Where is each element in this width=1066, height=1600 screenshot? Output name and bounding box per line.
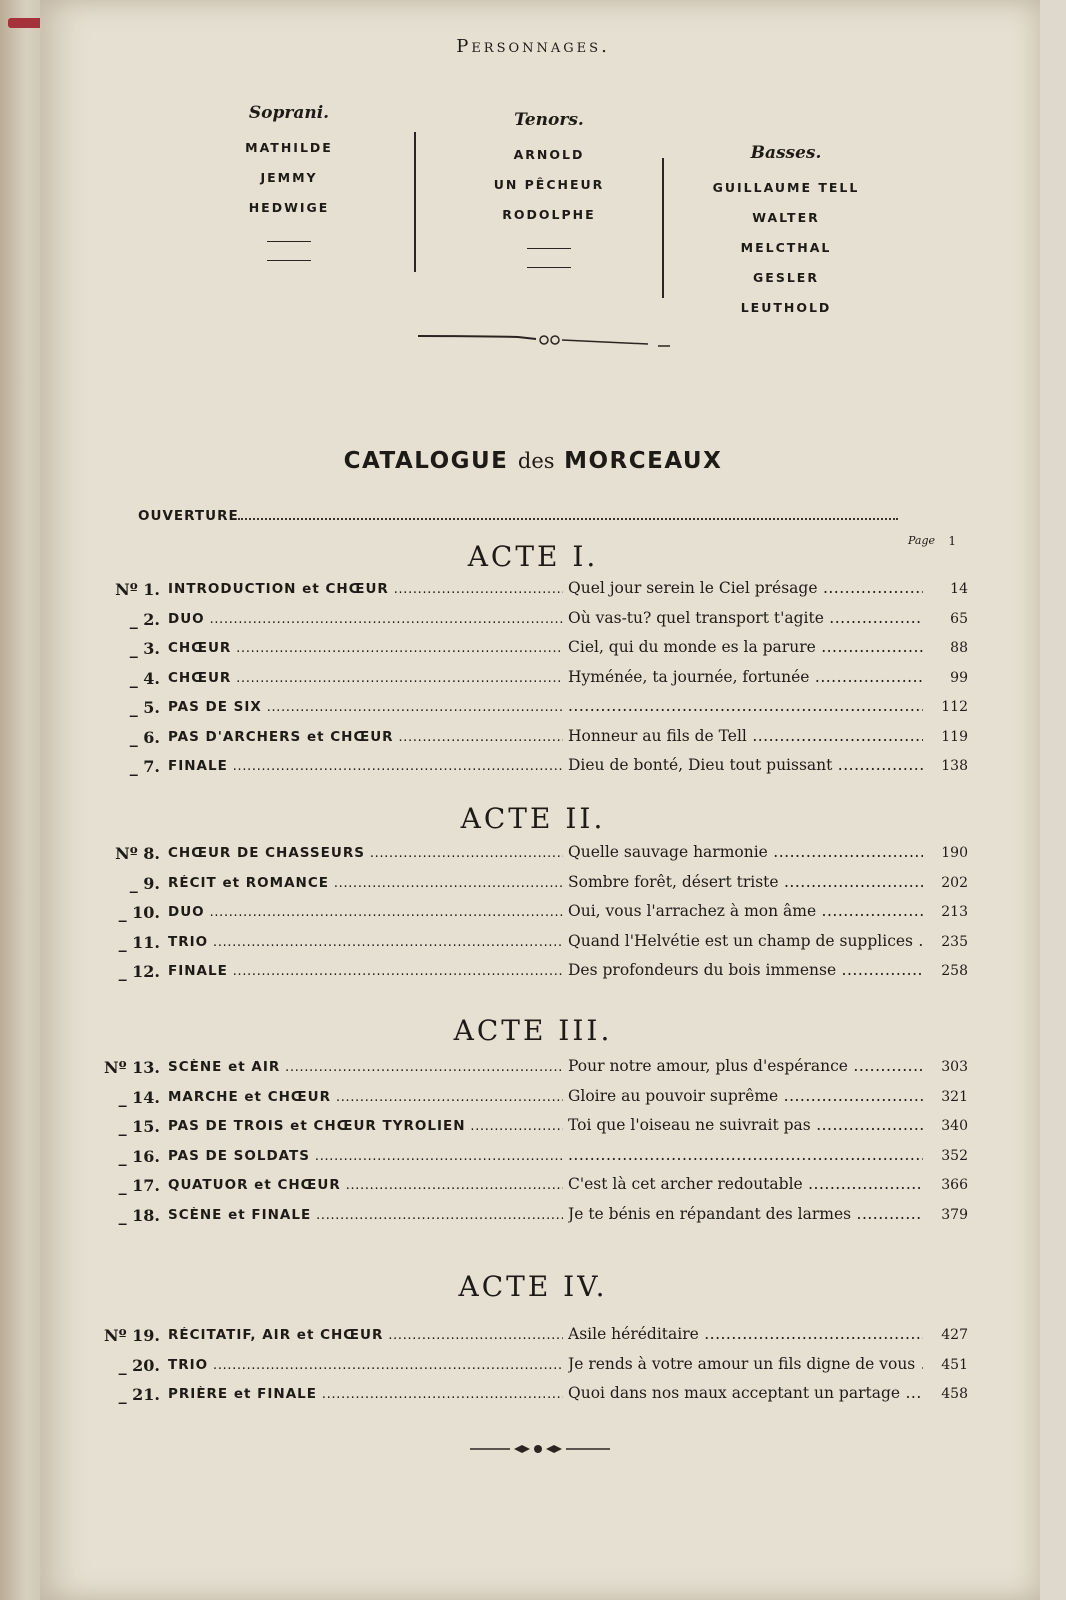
entry-incipit: Où vas-tu? quel transport t'agite ..... <box>568 609 923 631</box>
entry-label: PRIÈRE et FINALE ..... <box>168 1386 563 1406</box>
character-name: MELCTHAL <box>740 240 832 255</box>
page-number: 65 <box>950 610 968 627</box>
catalogue-title-part: CATALOGUE <box>343 448 509 474</box>
page-number: 99 <box>950 669 968 686</box>
entry-label: PAS D'ARCHERS et CHŒUR ..... <box>168 729 563 749</box>
entry-number: _ 14. <box>118 1087 160 1107</box>
page-number: 138 <box>941 758 968 774</box>
catalogue-entry <box>88 1381 968 1411</box>
entry-label: QUATUOR et CHŒUR ..... <box>168 1177 563 1197</box>
entry-label: TRIO ..... <box>168 934 563 954</box>
act-entries <box>88 576 968 783</box>
entry-number: _ 11. <box>118 932 160 952</box>
entry-incipit: Pour notre amour, plus d'espérance ..... <box>568 1057 923 1079</box>
entry-incipit <box>568 697 923 719</box>
catalogue-entry <box>88 929 968 959</box>
page-label: Page <box>908 534 936 547</box>
catalogue-entry <box>88 724 968 754</box>
entry-label: INTRODUCTION et CHŒUR ..... <box>168 581 563 601</box>
entry-number: _ 6. <box>129 727 160 747</box>
act-title: ACTE III. <box>453 1014 613 1047</box>
ornament-divider <box>470 1440 610 1458</box>
entry-number: _ 2. <box>129 609 160 629</box>
blank-line <box>527 248 571 249</box>
catalogue-entry <box>88 1352 968 1382</box>
page-number: 458 <box>941 1386 968 1402</box>
entry-incipit: Asile héréditaire ..... <box>568 1325 923 1347</box>
entry-number: _ 21. <box>118 1385 160 1404</box>
entry-incipit: Dieu de bonté, Dieu tout puissant ..... <box>568 756 923 778</box>
page-number: 213 <box>941 904 968 920</box>
entry-incipit: Je rends à votre amour un fils digne de vous ..... <box>568 1355 923 1377</box>
entry-incipit: Quand l'Helvétie est un champ de supplices ..... <box>568 932 923 954</box>
blank-line <box>267 260 311 261</box>
catalogue-entry <box>88 899 968 929</box>
entry-label: MARCHE et CHŒUR ..... <box>168 1089 563 1109</box>
entry-label: SCÈNE et AIR ..... <box>168 1059 563 1079</box>
character-name: GESLER <box>753 270 819 285</box>
page-number: 303 <box>941 1059 968 1075</box>
character-name: WALTER <box>752 210 820 225</box>
act-entries <box>88 840 968 988</box>
catalogue-entry <box>88 1054 968 1084</box>
page-number: 451 <box>941 1356 968 1373</box>
book-spine <box>0 0 44 1600</box>
page-number: 379 <box>941 1206 968 1223</box>
act-title: ACTE II. <box>460 802 606 835</box>
catalogue-entry <box>88 1113 968 1143</box>
entry-label: PAS DE TROIS et CHŒUR TYROLIEN ..... <box>168 1118 563 1138</box>
catalogue-entry <box>88 1322 968 1352</box>
tenors-heading: Tenors. <box>514 110 584 130</box>
entry-incipit: C'est là cet archer redoutable ..... <box>568 1175 923 1197</box>
entry-number: Nº 13. <box>103 1058 160 1077</box>
column-separator <box>414 132 416 272</box>
page-number: 352 <box>941 1147 968 1164</box>
page-number: 190 <box>941 845 968 861</box>
entry-number: _ 18. <box>118 1205 160 1225</box>
catalogue-entry <box>88 1143 968 1173</box>
catalogue-entry <box>88 1084 968 1114</box>
act-entries <box>88 1054 968 1231</box>
entry-incipit: Honneur au fils de Tell ..... <box>568 727 923 749</box>
catalogue-entry <box>88 1202 968 1232</box>
entry-number: _ 16. <box>118 1146 160 1166</box>
page-number: 88 <box>950 640 968 656</box>
entry-incipit: Des profondeurs du bois immense ..... <box>568 961 923 983</box>
page-number: 321 <box>941 1088 968 1105</box>
entry-label: FINALE ..... <box>168 758 563 778</box>
character-name: HEDWIGE <box>248 200 330 215</box>
catalogue-title-part: MORCEAUX <box>564 448 723 474</box>
blank-line <box>267 241 311 242</box>
character-name: ARNOLD <box>513 147 585 162</box>
catalogue-entry <box>88 635 968 665</box>
entry-number: _ 9. <box>129 873 160 893</box>
soprani-heading: Soprani. <box>248 103 330 123</box>
entry-label: PAS DE SOLDATS ..... <box>168 1148 563 1168</box>
entry-number: _ 5. <box>129 698 160 717</box>
entry-label: PAS DE SIX ..... <box>168 699 563 719</box>
entry-label: DUO ..... <box>168 611 563 631</box>
page-number: 427 <box>941 1327 968 1343</box>
page-number: 14 <box>950 581 968 597</box>
act-title: ACTE IV. <box>458 1270 608 1303</box>
entry-incipit: Ciel, qui du monde es la parure ..... <box>568 638 923 660</box>
act-title: ACTE I. <box>467 540 599 573</box>
catalogue-entry <box>88 840 968 870</box>
ornament-divider <box>418 330 674 350</box>
character-name: UN PÊCHEUR <box>493 177 605 192</box>
entry-number: _ 15. <box>118 1117 160 1136</box>
entry-label: RÉCIT et ROMANCE ..... <box>168 875 563 895</box>
entry-number: _ 7. <box>129 757 160 776</box>
catalogue-entry <box>88 1172 968 1202</box>
entry-number: _ 3. <box>129 639 160 658</box>
entry-incipit: Sombre forêt, désert triste ..... <box>568 873 923 895</box>
entry-label: TRIO ..... <box>168 1357 563 1377</box>
act-entries <box>88 1322 968 1411</box>
tenors-column <box>474 110 624 268</box>
catalogue-entry <box>88 576 968 606</box>
entry-number: _ 12. <box>118 962 160 981</box>
entry-number: Nº 1. <box>115 580 160 599</box>
catalogue-title-part: des <box>517 449 555 473</box>
entry-number: _ 17. <box>118 1176 160 1195</box>
entry-number: Nº 8. <box>115 844 160 863</box>
catalogue-entry <box>88 870 968 900</box>
entry-label: DUO ..... <box>168 904 563 924</box>
entry-incipit <box>568 1146 923 1168</box>
entry-incipit: Toi que l'oiseau ne suivrait pas ..... <box>568 1116 923 1138</box>
dot-leader <box>238 518 898 520</box>
catalogue-entry <box>88 606 968 636</box>
basses-column <box>706 143 866 323</box>
entry-label: RÉCITATIF, AIR et CHŒUR ..... <box>168 1327 563 1347</box>
entry-number: _ 10. <box>118 903 160 922</box>
personnages-title: Personnages. <box>456 36 610 57</box>
entry-label: CHŒUR DE CHASSEURS ..... <box>168 845 563 865</box>
page-number: 202 <box>941 874 968 891</box>
page-number: 1 <box>948 534 956 548</box>
entry-label: OUVERTURE <box>138 508 239 524</box>
column-separator <box>662 158 664 298</box>
entry-number: Nº 19. <box>103 1326 160 1345</box>
page-number: 112 <box>941 699 968 715</box>
page-number: 119 <box>941 728 968 745</box>
entry-number: _ 4. <box>129 668 160 688</box>
soprani-column <box>222 103 356 261</box>
character-name: RODOLPHE <box>502 207 596 222</box>
catalogue-entry <box>88 694 968 724</box>
entry-label: CHŒUR ..... <box>168 640 563 660</box>
page-number: 366 <box>941 1177 968 1193</box>
basses-heading: Basses. <box>750 143 822 163</box>
entry-incipit: Quelle sauvage harmonie ..... <box>568 843 923 865</box>
entry-number: _ 20. <box>118 1355 160 1375</box>
catalogue-entry <box>88 665 968 695</box>
entry-label: SCÈNE et FINALE ..... <box>168 1207 563 1227</box>
catalogue-title <box>0 448 1066 474</box>
catalogue-entry <box>88 753 968 783</box>
blank-line <box>527 267 571 268</box>
character-name: GUILLAUME TELL <box>712 180 860 195</box>
page-number: 340 <box>941 1118 968 1134</box>
entry-incipit: Quoi dans nos maux acceptant un partage ..... <box>568 1384 923 1406</box>
entry-label: FINALE ..... <box>168 963 563 983</box>
character-name: JEMMY <box>260 170 318 185</box>
entry-incipit: Hyménée, ta journée, fortunée ..... <box>568 668 923 690</box>
entry-incipit: Je te bénis en répandant des larmes ..... <box>568 1205 923 1227</box>
page-number: 258 <box>941 963 968 979</box>
character-name: MATHILDE <box>245 140 333 155</box>
entry-incipit: Gloire au pouvoir suprême ..... <box>568 1087 923 1109</box>
page-number: 235 <box>941 933 968 950</box>
entry-incipit: Oui, vous l'arrachez à mon âme ..... <box>568 902 923 924</box>
entry-label: CHŒUR ..... <box>168 670 563 690</box>
character-name: LEUTHOLD <box>740 300 832 315</box>
catalogue-entry <box>88 958 968 988</box>
entry-incipit: Quel jour serein le Ciel présage ..... <box>568 579 923 601</box>
